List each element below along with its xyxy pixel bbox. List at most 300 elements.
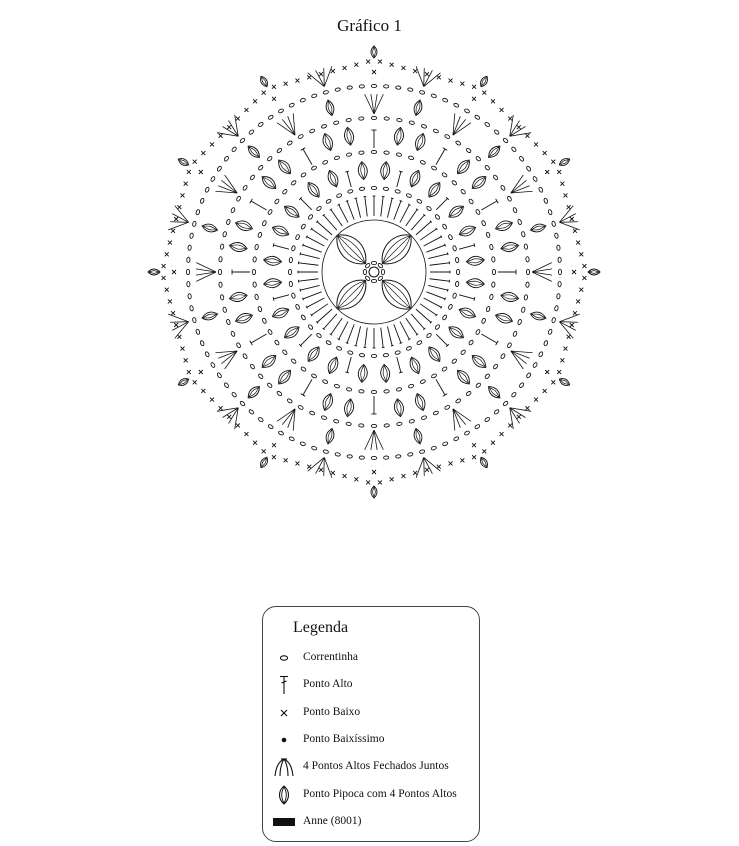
popcorn-stitch [413,392,428,412]
single-crochet-stitch [491,441,495,445]
popcorn-inner [496,221,512,230]
popcorn-stitch [478,75,489,88]
chain-stitch [196,329,201,335]
chain-stitch [408,384,414,389]
double-crochet-top [445,298,446,301]
chain-stitch [484,122,490,128]
chain-stitch [289,257,293,263]
double-crochet-top [400,200,403,201]
chain-stitch [517,219,522,225]
chain-stitch [491,257,495,263]
chain-stitch [371,261,376,264]
chain-stitch-icon [273,647,295,669]
popcorn-stitch [457,223,477,238]
double-crochet-stitch [331,209,342,225]
double-crochet-stitch [300,254,319,259]
popcorn-inner [236,221,252,230]
single-crochet-stitch [579,288,583,292]
single-crochet-stitch [401,474,405,478]
chain-stitch [475,329,480,335]
chain-stitch [205,187,210,193]
single-crochet-stitch [413,69,417,73]
popcorn-stitch [530,310,547,321]
popcorn-stitch [588,269,600,275]
chain-stitch [309,411,315,416]
chain-stitch [420,160,426,165]
popcorn-inner [236,314,252,323]
popcorn-stitch [466,278,485,289]
popcorn-outline [469,173,489,192]
chain-stitch [219,282,223,287]
double-crochet-stitch [411,314,424,329]
double-crochet-stitch [300,334,311,345]
popcorn-stitch [177,376,190,387]
chain-stitch [268,115,274,121]
popcorn-outline [259,352,279,371]
single-crochet-stitch [563,193,567,197]
chain-stitch [262,220,267,226]
popcorn-stitch [412,428,423,445]
chain-stitch [468,198,474,204]
single-crochet-stitch [517,125,521,129]
chain-stitch [481,220,486,226]
single-crochet-stitch [543,389,547,393]
popcorn-stitch [457,305,477,320]
double-crochet-top [346,200,349,201]
chain-stitch [258,232,263,238]
single-crochet-stitch [567,335,571,339]
popcorn-stitch [380,364,391,383]
double-crochet-stitch [394,324,401,343]
popcorn-outline [454,157,473,177]
chain-stitch [453,436,459,441]
double-crochet-top [306,235,307,237]
single-crochet-stitch [244,432,248,436]
popcorn-outline [412,99,423,116]
chain-stitch [558,257,562,262]
chain-stitch [359,85,364,89]
single-crochet-stitch [545,170,549,174]
chain-stitch [335,87,341,91]
chain-stitch [188,245,192,251]
double-crochet-stitch [400,322,409,340]
double-crochet-top [337,339,339,340]
popcorn-stitch [263,278,282,289]
single-crochet-stitch [401,66,405,70]
chain-stitch [489,294,493,300]
single-crochet-stitch [168,299,172,303]
dc4-together-stitch [424,68,425,86]
popcorn-stitch [469,173,489,192]
double-crochet-stitch [430,263,450,265]
chain-stitch [248,129,254,135]
chain-stitch [395,454,401,458]
popcorn-outline [343,127,355,146]
double-crochet-top [337,204,339,205]
double-crochet-stitch [387,198,392,217]
chain-stitch [526,269,529,274]
chain-stitch [517,319,522,325]
single-crochet-stitch [172,270,176,274]
chain-stitch [253,257,257,263]
double-crochet-stitch [311,304,327,315]
single-crochet-stitch [184,358,188,362]
popcorn-outline [245,384,262,401]
double-crochet-stitch [381,328,383,348]
legend-title: Legenda [293,619,349,636]
chain-stitch [513,331,518,337]
double-crochet-stitch [303,379,312,395]
chain-stitch [321,415,327,420]
double-crochet-stitch [347,324,354,343]
chain-stitch [383,187,389,191]
popcorn-stitch [500,291,519,303]
popcorn-stitch [325,169,340,189]
single-crochet-stitch [177,205,181,209]
single-crochet-stitch [472,85,476,89]
single-crochet-stitch [171,229,175,233]
popcorn-stitch [245,143,262,160]
chain-stitch [359,187,365,191]
single-crochet-stitch [177,335,181,339]
chain-stitch [409,419,415,423]
chain-stitch [231,146,237,152]
single-crochet-stitch [500,108,504,112]
chain-stitch [200,340,205,346]
popcorn-inner [323,394,332,410]
chain-stitch [371,424,376,427]
legend-item-popcorn [263,784,479,806]
double-crochet-top [408,339,410,340]
single-crochet-stitch [543,151,547,155]
double-crochet-top [474,243,475,247]
popcorn-stitch [454,367,473,387]
popcorn-inner [415,429,422,443]
chain-stitch [189,305,193,311]
chain-stitch [274,198,280,204]
chain-stitch [526,257,530,262]
double-crochet-stitch [436,379,445,395]
chain-stitch [258,373,264,379]
popcorn-outline [413,132,428,152]
double-crochet-top [306,306,307,308]
double-crochet-stitch [251,201,267,210]
popcorn-stitch [446,323,466,341]
chain-stitch [475,156,481,162]
popcorn-stitch [494,311,514,326]
chain-stitch [210,362,215,368]
double-crochet-stitch [300,198,311,209]
popcorn-outline [305,344,323,364]
chain-stitch [291,180,297,186]
legend-box [262,606,480,842]
chain-stitch [442,98,448,103]
double-crochet-stitch [394,201,401,220]
popcorn-outline [275,157,294,177]
chain-stitch [489,244,493,250]
chain-stitch [396,387,402,391]
chain-stitch [371,150,376,153]
single-crochet-stitch [181,347,185,351]
single-crochet-stitch [227,125,231,129]
double-crochet-stitch [436,198,447,209]
chain-stitch [258,417,264,423]
chain-stitch [326,199,332,205]
popcorn-outline [234,218,254,233]
chain-stitch [416,199,422,205]
popcorn-outline [457,305,477,320]
popcorn-stitch [343,127,355,146]
popcorn-outline [425,344,443,364]
popcorn-stitch [407,355,422,375]
chain-stitch [431,446,437,451]
popcorn-stitch [275,157,294,177]
single-crochet-stitch [272,443,276,447]
single-crochet-stitch [372,470,376,474]
chain-stitch [371,390,376,393]
single-crochet-stitch [390,477,394,481]
popcorn-outline [469,352,489,371]
popcorn-stitch [393,398,405,417]
chain-stitch [384,389,390,393]
dc4-together-icon [273,756,295,778]
chain-stitch [291,245,296,251]
double-crochet-top [346,343,349,344]
chain-stitch [524,244,528,250]
legend-item-slip-stitch [263,729,479,751]
single-crochet-stitch [482,91,486,95]
double-crochet-top [474,297,475,301]
dc4-together-stitch [324,457,325,475]
chain-stitch [258,165,264,171]
chain-stitch [448,304,453,310]
single-crochet-stitch [508,117,512,121]
double-crochet-top [300,252,301,255]
chain-stitch [347,189,353,194]
single-crochet-stitch [343,474,347,478]
single-crochet-stitch [319,72,323,76]
popcorn-stitch [229,291,248,303]
popcorn-stitch [305,180,323,200]
popcorn-stitch [234,311,254,326]
double-crochet-stitch [303,149,312,165]
single-crochet-stitch [579,252,583,256]
popcorn-inner [373,47,376,57]
chain-stitch [336,193,342,198]
chain-stitch [268,424,274,430]
legend-item-color [263,811,479,833]
double-crochet-stitch [299,279,319,281]
double-crochet-top [300,289,301,292]
popcorn-stitch [412,99,423,116]
popcorn-stitch [371,46,377,58]
magic-ring [369,267,379,277]
chain-stitch [289,436,295,441]
chain-stitch [311,446,317,451]
single-crochet-stitch [193,380,197,384]
single-crochet-stitch [545,370,549,374]
popcorn-stitch [357,364,368,383]
popcorn-stitch [229,241,248,253]
chain-stitch [287,398,293,404]
chain-stitch [267,209,272,215]
double-crochet-stitch [459,295,474,299]
double-crochet-stitch [426,292,445,299]
chain-stitch [282,189,288,195]
single-crochet-stitch [307,75,311,79]
chart-title: Gráfico 1 [337,16,402,35]
popcorn-stitch [343,398,355,417]
chain-stitch [346,118,352,122]
double-crochet-stitch [307,298,325,307]
single-crochet-stitch [174,217,178,221]
popcorn-outline [259,173,279,192]
single-crochet-stitch [199,370,203,374]
single-crochet-stitch [307,465,311,469]
chain-stitch [291,293,296,299]
chain-stitch [298,405,304,410]
chain-stitch [289,281,293,287]
chain-stitch [267,156,273,162]
chain-stitch [196,209,201,215]
single-crochet-stitch [201,389,205,393]
chain-stitch [407,87,413,91]
chain-stitch [200,198,205,204]
chain-stitch [262,318,267,324]
single-crochet-stitch [319,468,323,472]
popcorn-inner [496,314,512,323]
chain-stitch [397,118,403,122]
single-crochet-stitch [272,85,276,89]
chain-stitch [492,269,495,274]
double-crochet-stitch [406,318,417,334]
popcorn-stitch [454,157,473,177]
chain-stitch [295,304,300,310]
double-crochet-stitch [300,285,319,290]
popcorn-outline [177,376,190,387]
single-crochet-stitch [262,449,266,453]
popcorn-stitch [425,180,443,200]
single-crochet-stitch [449,461,453,465]
single-crochet-stitch [573,229,577,233]
popcorn-inner [416,394,425,410]
chain-stitch [231,392,237,398]
popcorn-inner [416,134,425,150]
chain-stitch [333,121,339,125]
popcorn-outline [500,291,519,303]
chain-stitch [551,317,555,323]
popcorn-stitch [245,384,262,401]
chain-stitch [220,244,224,250]
chain-stitch [226,219,231,225]
popcorn-outline [393,127,405,146]
chain-stitch [189,233,193,239]
chain-stitch [258,306,263,312]
single-crochet-stitch [210,142,214,146]
chain-stitch [359,117,364,121]
chain-stitch [224,382,230,388]
chain-stitch [192,221,196,227]
popcorn-outline [454,367,473,387]
chain-stitch [500,185,506,191]
popcorn-inner [531,313,545,320]
chain-stitch [526,282,530,287]
double-crochet-top [345,171,349,172]
double-crochet-stitch [303,292,322,299]
chain-stitch [311,94,317,99]
single-crochet-stitch [472,443,476,447]
chain-stitch [548,329,553,335]
chain-stitch [334,156,340,161]
chain-stitch [347,350,353,355]
double-crochet-stitch [416,309,431,322]
popcorn-stitch [486,143,503,160]
single-crochet-stitch [563,347,567,351]
chain-stitch [240,401,246,407]
chain-stitch [359,424,364,428]
chain-stitch [543,198,548,204]
chain-stitch [334,384,340,389]
single-crochet-stitch [181,193,185,197]
double-crochet-icon [273,674,295,696]
popcorn-stitch [258,75,269,88]
single-crochet-stitch [560,358,564,362]
popcorn-outline [229,241,248,253]
legend-item-single-crochet [263,702,479,724]
double-crochet-stitch [424,237,442,246]
chain-stitch [289,103,295,108]
chain-stitch [311,373,317,378]
single-crochet-stitch [517,415,521,419]
chain-stitch [308,324,314,330]
double-crochet-stitch [347,201,354,220]
double-crochet-stitch [428,285,447,290]
chain-stitch [558,269,561,274]
single-crochet-stitch [573,311,577,315]
chain-stitch [230,331,235,337]
double-crochet-top [447,289,448,292]
single-crochet-stitch [576,299,580,303]
popcorn-inner [459,226,475,236]
single-crochet-stitch [557,170,561,174]
popcorn-outline [478,456,489,469]
petal-veins [334,232,368,266]
dc4-together-stitch [559,222,577,223]
popcorn-outline [177,156,190,167]
chain-stitch [384,151,390,155]
chain-stitch [441,366,447,372]
popcorn-stitch [357,161,368,180]
chain-stitch [431,165,437,170]
popcorn-stitch [500,241,519,253]
chain-stitch [521,231,525,237]
chain-stitch [242,185,248,191]
chain-stitch [309,128,315,133]
single-crochet-stitch [378,60,382,64]
single-crochet-stitch [472,97,476,101]
double-crochet-stitch [436,149,445,165]
double-crochet-top [354,198,357,199]
single-crochet-stitch [413,471,417,475]
popcorn-stitch [325,355,340,375]
double-crochet-stitch [307,237,325,246]
chain-stitch [524,295,528,301]
chain-stitch [491,282,495,288]
chain-stitch [511,392,517,398]
double-crochet-stitch [324,314,337,329]
single-crochet-stitch [378,480,382,484]
chain-stitch [431,373,437,378]
